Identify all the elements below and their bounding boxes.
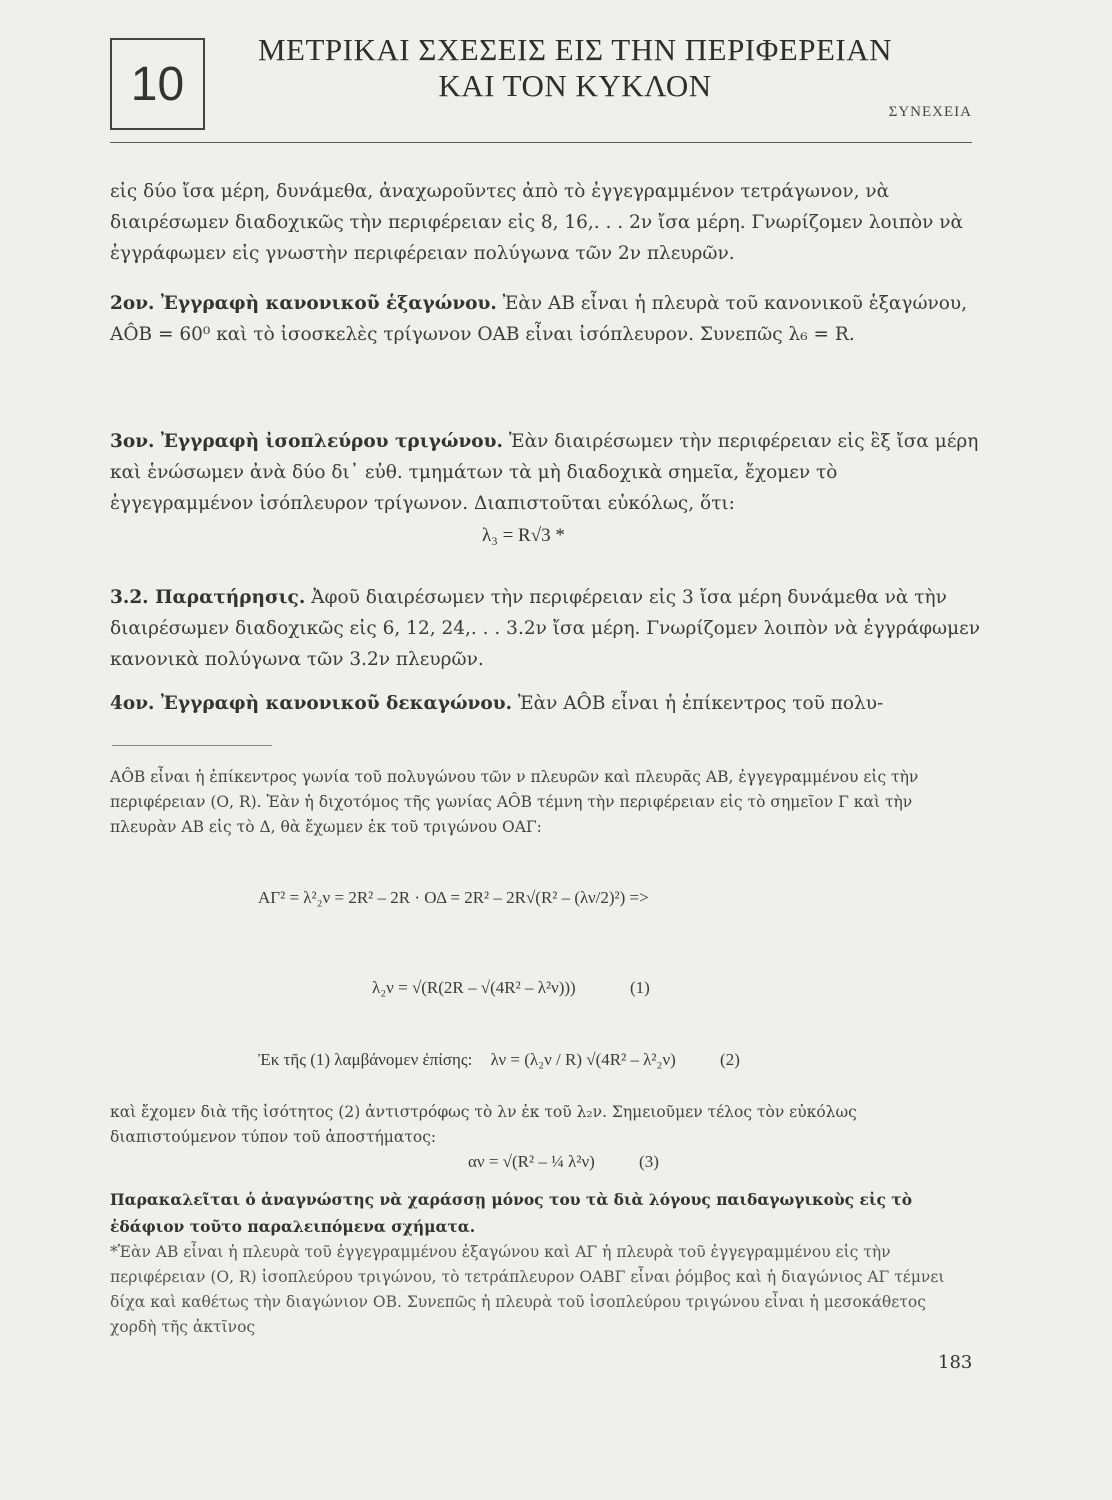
equation-3: λν = (λ₂ν / R) √(4R² – λ²₂ν) <box>490 1050 676 1069</box>
section-hexagon-heading: 2ον. Ἐγγραφὴ κανονικοῦ ἑξαγώνου. <box>110 293 497 314</box>
equation-2-number: (1) <box>629 978 650 997</box>
section-triangle <box>110 426 980 519</box>
chapter-title-line2: ΚΑΙ ΤΟΝ ΚΥΚΛΟΝ <box>438 68 712 103</box>
chapter-number: 10 <box>130 57 185 111</box>
equation-1: ΑΓ² = λ²₂ν = 2R² – 2R · ΟΔ = 2R² – 2R√(R² – (λν/2)²) => <box>258 888 649 907</box>
equation-4-body: αν = √(R² – ¼ λ²ν) <box>468 1152 595 1171</box>
section-triangle-text: Ἐὰν διαιρέσωμεν τὴν περιφέρειαν εἰς ἓξ ἴσα μέρη καὶ ἑνώσωμεν ἀνὰ δύο δι᾽ εὐθ. τμημάτων τὰ μὴ διαδοχικὰ σημεῖα, ἔχομεν τὸ ἐγγεγραμμένον ἰσόπλευρον τρίγωνον. Διαπιστοῦται εὐκόλως, ὅτι: <box>110 431 979 514</box>
section-remark-heading: 3.2. Παρατήρησις. <box>110 587 306 608</box>
header-rule <box>110 142 972 143</box>
equation-3-line <box>258 1050 740 1070</box>
section-decagon <box>110 688 980 719</box>
equation-4 <box>468 1152 659 1172</box>
reader-note: Παρακαλεῖται ὁ ἀναγνώστης νὰ χαράσσῃ μόνος του τὰ διὰ λόγους παιδαγωγικοὺς εἰς τὸ ἐδάφιον τοῦτο παραλειπόμενα σχήματα. <box>110 1190 913 1236</box>
section-decagon-text: Ἐὰν ΑÔΒ εἶναι ἡ ἐπίκεντρος τοῦ πολυ- <box>517 693 884 714</box>
section-triangle-heading: 3ον. Ἐγγραφὴ ἰσοπλεύρου τριγώνου. <box>110 431 503 452</box>
equation-2-body: λ₂ν = √(R(2R – √(4R² – λ²ν))) <box>372 978 576 997</box>
paragraph-intro: εἰς δύο ἴσα μέρη, δυνάμεθα, ἀναχωροῦντες ἀπὸ τὸ ἐγγεγραμμένον τετράγωνον, νὰ διαιρέσωμεν διαδοχικῶς τὴν περιφέρειαν εἰς 8, 16,. . . 2ν ἴσα μέρη. Γνωρίζομεν λοιπὸν νὰ ἐγγράφωμεν εἰς γνωστὴν περιφέρειαν πολύγωνα τῶν 2ν πλευρῶν. <box>110 181 964 264</box>
section-remark-text: Ἀφοῦ διαιρέσωμεν τὴν περιφέρειαν εἰς 3 ἴσα μέρη δυνάμεθα νὰ τὴν διαιρέσωμεν διαδοχικῶς εἰς 6, 12, 24,. . . 3.2ν ἴσα μέρη. Γνωρίζομεν λοιπὸν νὰ ἐγγράφωμεν κανονικὰ πολύγωνα τῶν 3.2ν πλευρῶν. <box>110 587 980 670</box>
equation-3-lead: Ἐκ τῆς (1) λαμβάνομεν ἐπίσης: <box>258 1050 473 1069</box>
equation-2 <box>372 978 650 998</box>
equation-3-number: (2) <box>720 1050 740 1069</box>
chapter-number-box <box>110 38 205 130</box>
chapter-title <box>225 32 925 104</box>
star-footnote: *Ἐὰν ΑΒ εἶναι ἡ πλευρὰ τοῦ ἐγγεγραμμένου ἑξαγώνου καὶ ΑΓ ἡ πλευρὰ τοῦ ἐγγεγραμμένου εἰς τὴν περιφέρειαν (Ο, R) ἰσοπλεύρου τριγώνου, τὸ τετράπλευρον ΟΑΒΓ εἶναι ῥόμβος καὶ ἡ διαγώνιος ΑΓ τέμνει δίχα καὶ καθέτως τὴν διαγώνιον ΟΒ. Συνεπῶς ἡ πλευρὰ τοῦ ἰσοπλεύρου τριγώνου εἶναι ἡ μεσοκάθετος χορδὴ τῆς ἀκτῖνος <box>110 1243 945 1336</box>
chapter-title-line1: ΜΕΤΡΙΚΑΙ ΣΧΕΣΕΙΣ ΕΙΣ ΤΗΝ ΠΕΡΙΦΕΡΕΙΑΝ <box>257 32 893 67</box>
chapter-subtitle: ΣΥΝΕΧΕΙΑ <box>888 104 972 120</box>
section-hexagon-text: Ἐὰν ΑΒ εἶναι ἡ πλευρὰ τοῦ κανονικοῦ ἑξαγώνου, ΑÔΒ = 60⁰ καὶ τὸ ἰσοσκελὲς τρίγωνον ΟΑΒ εἶναι ἰσόπλευρον. Συνεπῶς λ₆ = R. <box>110 293 968 345</box>
section-remark <box>110 582 980 675</box>
footnote-rule <box>112 745 272 746</box>
section-hexagon <box>110 288 980 350</box>
page-number: 183 <box>938 1352 973 1373</box>
equation-4-number: (3) <box>639 1152 659 1171</box>
formula-lambda3: λ₃ = R√3 * <box>482 525 565 546</box>
section-decagon-heading: 4ον. Ἐγγραφὴ κανονικοῦ δεκαγώνου. <box>110 693 513 714</box>
footnote-after-text: καὶ ἔχομεν διὰ τῆς ἰσότητος (2) ἀντιστρόφως τὸ λν ἐκ τοῦ λ₂ν. Σημειοῦμεν τέλος τὸν εὐκόλως διαπιστούμενον τύπον τοῦ ἀποστήματος: <box>110 1103 857 1146</box>
footnote-text: ΑÔΒ εἶναι ἡ ἐπίκεντρος γωνία τοῦ πολυγώνου τῶν ν πλευρῶν καὶ πλευρᾶς ΑΒ, ἐγγεγραμμένου εἰς τὴν περιφέρειαν (Ο, R). Ἐὰν ἡ διχοτόμος τῆς γωνίας ΑÔΒ τέμνη τὴν περιφέρειαν εἰς τὸ σημεῖον Γ καὶ τὴν πλευρὰν ΑΒ εἰς τὸ Δ, θὰ ἔχωμεν ἐκ τοῦ τριγώνου ΟΑΓ: <box>110 768 919 836</box>
